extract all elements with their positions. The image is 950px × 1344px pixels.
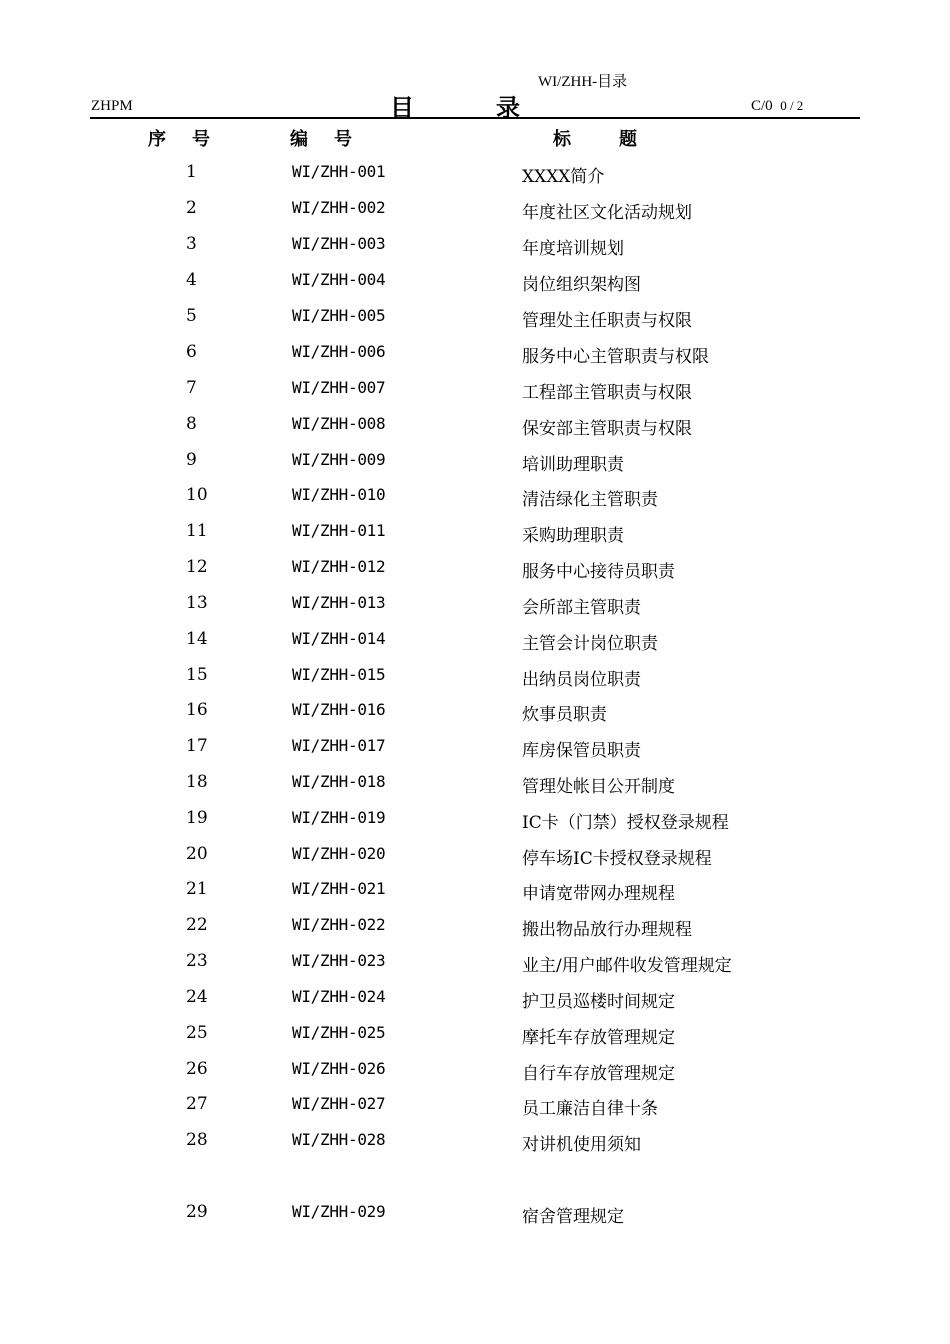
row-title: 管理处主任职责与权限 [522,311,692,331]
row-title: 对讲机使用须知 [522,1135,641,1155]
toc-row [0,772,950,800]
toc-row [0,1094,950,1122]
row-number: 20 [186,844,208,864]
row-code: WI/ZHH-006 [292,342,386,361]
row-number: 1 [186,162,197,182]
toc-row [0,665,950,693]
toc-row [0,557,950,585]
page-number: 0 / 2 [780,98,804,113]
row-title: 停车场IC卡授权登录规程 [522,849,712,869]
row-number: 4 [186,270,197,290]
row-title: 保安部主管职责与权限 [522,419,692,439]
row-number: 25 [186,1023,208,1043]
row-code: WI/ZHH-009 [292,450,386,469]
toc-row [0,1130,950,1158]
row-number: 23 [186,951,208,971]
toc-row [0,844,950,872]
row-number: 9 [186,450,197,470]
row-number: 11 [186,521,208,541]
row-title: 库房保管员职责 [522,741,641,761]
row-title: 宿舍管理规定 [522,1207,624,1227]
row-code: WI/ZHH-023 [292,951,386,970]
row-title: 工程部主管职责与权限 [522,383,692,403]
header-rule [90,117,860,119]
column-header-title [553,125,637,151]
toc-row [0,270,950,298]
document-code: WI/ZHH-目录 [538,74,628,90]
row-code: WI/ZHH-017 [292,736,386,755]
row-title: 清洁绿化主管职责 [522,490,658,510]
row-number: 8 [186,414,197,434]
row-number: 29 [186,1202,208,1222]
row-number: 12 [186,557,208,577]
row-title: 培训助理职责 [522,455,624,475]
row-title: 岗位组织架构图 [522,275,641,295]
toc-row [0,342,950,370]
row-number: 17 [186,736,208,756]
row-title: 自行车存放管理规定 [522,1064,675,1084]
row-title: 护卫员巡楼时间规定 [522,992,675,1012]
row-code: WI/ZHH-005 [292,306,386,325]
toc-row [0,450,950,478]
toc-row [0,521,950,549]
toc-row [0,1023,950,1051]
row-code: WI/ZHH-012 [292,557,386,576]
row-number: 5 [186,306,197,326]
toc-row [0,879,950,907]
toc-row [0,306,950,334]
row-title: XXXX简介 [522,167,605,187]
toc-row [0,485,950,513]
row-number: 10 [186,485,208,505]
row-code: WI/ZHH-019 [292,808,386,827]
row-number: 15 [186,665,208,685]
row-title: IC卡（门禁）授权登录规程 [522,813,729,833]
column-header-char: 标 [553,129,571,150]
toc-row [0,414,950,442]
row-code: WI/ZHH-002 [292,198,386,217]
row-code: WI/ZHH-004 [292,270,386,289]
row-title: 申请宽带网办理规程 [522,884,675,904]
row-number: 21 [186,879,208,899]
row-number: 27 [186,1094,208,1114]
row-code: WI/ZHH-022 [292,915,386,934]
row-number: 28 [186,1130,208,1150]
row-number: 18 [186,772,208,792]
toc-row [0,808,950,836]
row-code: WI/ZHH-001 [292,162,386,181]
row-number: 19 [186,808,208,828]
column-header-seq [148,125,210,151]
row-number: 26 [186,1059,208,1079]
row-number: 16 [186,700,208,720]
row-title: 搬出物品放行办理规程 [522,920,692,940]
row-title: 服务中心主管职责与权限 [522,347,709,367]
row-code: WI/ZHH-003 [292,234,386,253]
row-code: WI/ZHH-026 [292,1059,386,1078]
row-number: 7 [186,378,197,398]
row-number: 22 [186,915,208,935]
row-title: 服务中心接待员职责 [522,562,675,582]
row-code: WI/ZHH-018 [292,772,386,791]
toc-row [0,951,950,979]
column-header-char: 题 [619,129,637,150]
column-header-char: 编 [290,129,308,150]
row-code: WI/ZHH-016 [292,700,386,719]
row-code: WI/ZHH-027 [292,1094,386,1113]
row-title: 业主/用户邮件收发管理规定 [522,956,732,976]
row-title: 采购助理职责 [522,526,624,546]
row-code: WI/ZHH-029 [292,1202,386,1221]
row-number: 6 [186,342,197,362]
row-code: WI/ZHH-021 [292,879,386,898]
row-code: WI/ZHH-011 [292,521,386,540]
row-title: 炊事员职责 [522,705,607,725]
company-name: ZHPM [91,98,133,114]
toc-row [0,1202,950,1230]
toc-row [0,987,950,1015]
row-code: WI/ZHH-020 [292,844,386,863]
toc-row [0,234,950,262]
row-title: 摩托车存放管理规定 [522,1028,675,1048]
toc-row [0,378,950,406]
row-code: WI/ZHH-007 [292,378,386,397]
toc-row [0,915,950,943]
row-code: WI/ZHH-010 [292,485,386,504]
column-header-char: 号 [334,129,352,150]
toc-row [0,593,950,621]
row-number: 2 [186,198,197,218]
row-number: 3 [186,234,197,254]
row-code: WI/ZHH-024 [292,987,386,1006]
row-title: 主管会计岗位职责 [522,634,658,654]
row-title: 年度社区文化活动规划 [522,203,692,223]
toc-row [0,736,950,764]
row-title: 员工廉洁自律十条 [522,1099,658,1119]
row-title: 会所部主管职责 [522,598,641,618]
row-title: 管理处帐目公开制度 [522,777,675,797]
row-number: 13 [186,593,208,613]
page-title-char: 录 [496,93,520,122]
row-title: 出纳员岗位职责 [522,670,641,690]
column-header-code [290,125,352,151]
column-header-char: 号 [192,129,210,150]
page-title-char: 目 [390,93,414,122]
version-label: C/0 [751,98,773,114]
row-code: WI/ZHH-014 [292,629,386,648]
page-info [751,98,803,115]
row-code: WI/ZHH-025 [292,1023,386,1042]
row-code: WI/ZHH-008 [292,414,386,433]
row-code: WI/ZHH-015 [292,665,386,684]
row-number: 24 [186,987,208,1007]
toc-row [0,629,950,657]
row-code: WI/ZHH-013 [292,593,386,612]
toc-row [0,700,950,728]
toc-row [0,198,950,226]
toc-row [0,1059,950,1087]
row-number: 14 [186,629,208,649]
row-title: 年度培训规划 [522,239,624,259]
column-header-char: 序 [148,129,166,150]
row-code: WI/ZHH-028 [292,1130,386,1149]
toc-row [0,162,950,190]
